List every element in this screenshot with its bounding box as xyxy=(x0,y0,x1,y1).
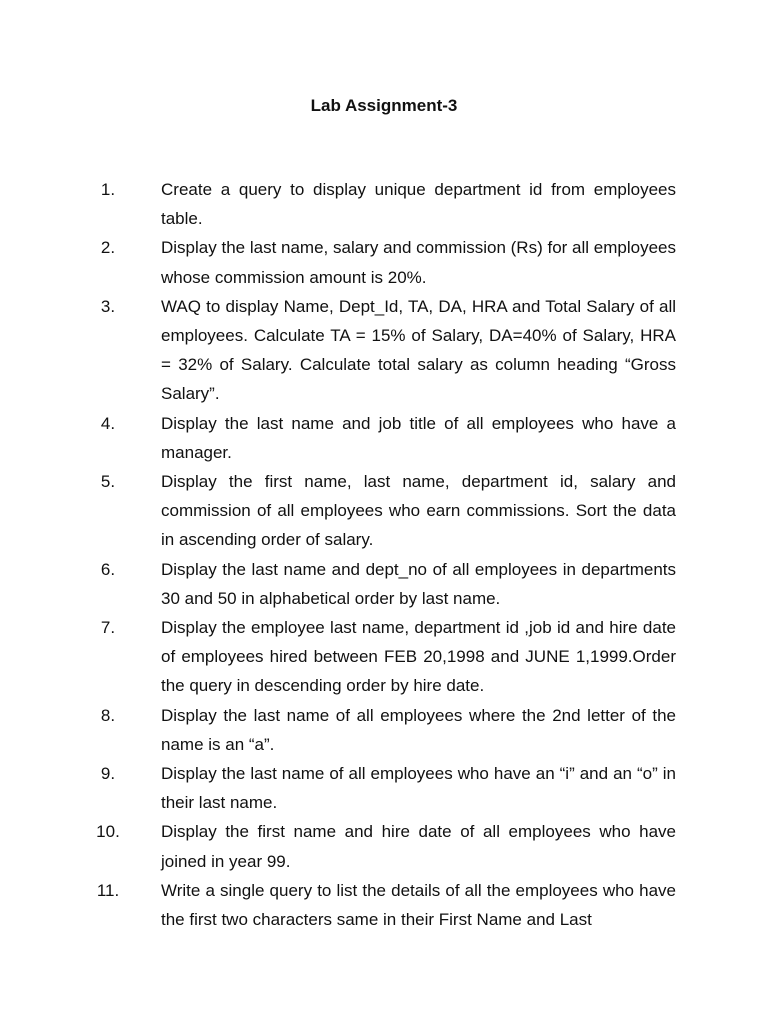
question-list xyxy=(0,175,768,934)
item-text: Display the last name of all employees where the 2nd letter of the name is an “a”. xyxy=(161,705,676,754)
list-item xyxy=(0,233,768,291)
item-number: 8. xyxy=(100,705,116,725)
list-item xyxy=(0,817,768,875)
item-number: 5. xyxy=(100,472,116,492)
item-text: Display the last name and dept_no of all employees in departments 30 and 50 in alphabetical order by last name. xyxy=(161,559,676,608)
item-number: 3. xyxy=(100,296,116,316)
item-number: 6. xyxy=(100,559,116,579)
list-item xyxy=(0,613,768,701)
item-text: Display the last name and job title of all employees who have a manager. xyxy=(161,413,676,462)
list-item xyxy=(0,555,768,613)
page-title: Lab Assignment-3 xyxy=(310,96,458,115)
list-item xyxy=(0,701,768,759)
item-text: Display the last name, salary and commission (Rs) for all employees whose commission amount is 20%. xyxy=(161,238,676,287)
item-text: WAQ to display Name, Dept_Id, TA, DA, HRA and Total Salary of all employees. Calculate TA = 15% of Salary, DA=40% of Salary, HRA = 32% of Salary. Calculate total salary as column heading “Gross Salary”. xyxy=(161,296,676,404)
item-number: 10. xyxy=(96,822,120,842)
item-number: 7. xyxy=(100,618,116,638)
item-text: Display the last name of all employees who have an “i” and an “o” in their last name. xyxy=(161,764,676,813)
item-text: Display the first name and hire date of all employees who have joined in year 99. xyxy=(161,822,676,871)
item-text: Write a single query to list the details of all the employees who have the first two characters same in their First Name and Last xyxy=(161,880,676,930)
list-item xyxy=(0,876,768,934)
list-item xyxy=(0,759,768,817)
item-text: Display the first name, last name, department id, salary and commission of all employees who earn commissions. Sort the data in ascending order of salary. xyxy=(161,472,676,550)
item-number: 9. xyxy=(100,764,116,784)
item-number: 1. xyxy=(100,180,116,199)
item-number: 2. xyxy=(100,238,116,258)
list-item xyxy=(0,292,768,409)
item-text: Display the employee last name, department id ,job id and hire date of employees hired between FEB 20,1998 and JUNE 1,1999.Order the query in descending order by hire date. xyxy=(161,618,676,696)
item-number: 11. xyxy=(96,880,120,900)
list-item xyxy=(0,467,768,555)
list-item xyxy=(0,175,768,233)
list-item xyxy=(0,409,768,467)
item-text: Create a query to display unique department id from employees table. xyxy=(161,180,676,229)
item-number: 4. xyxy=(100,413,116,433)
